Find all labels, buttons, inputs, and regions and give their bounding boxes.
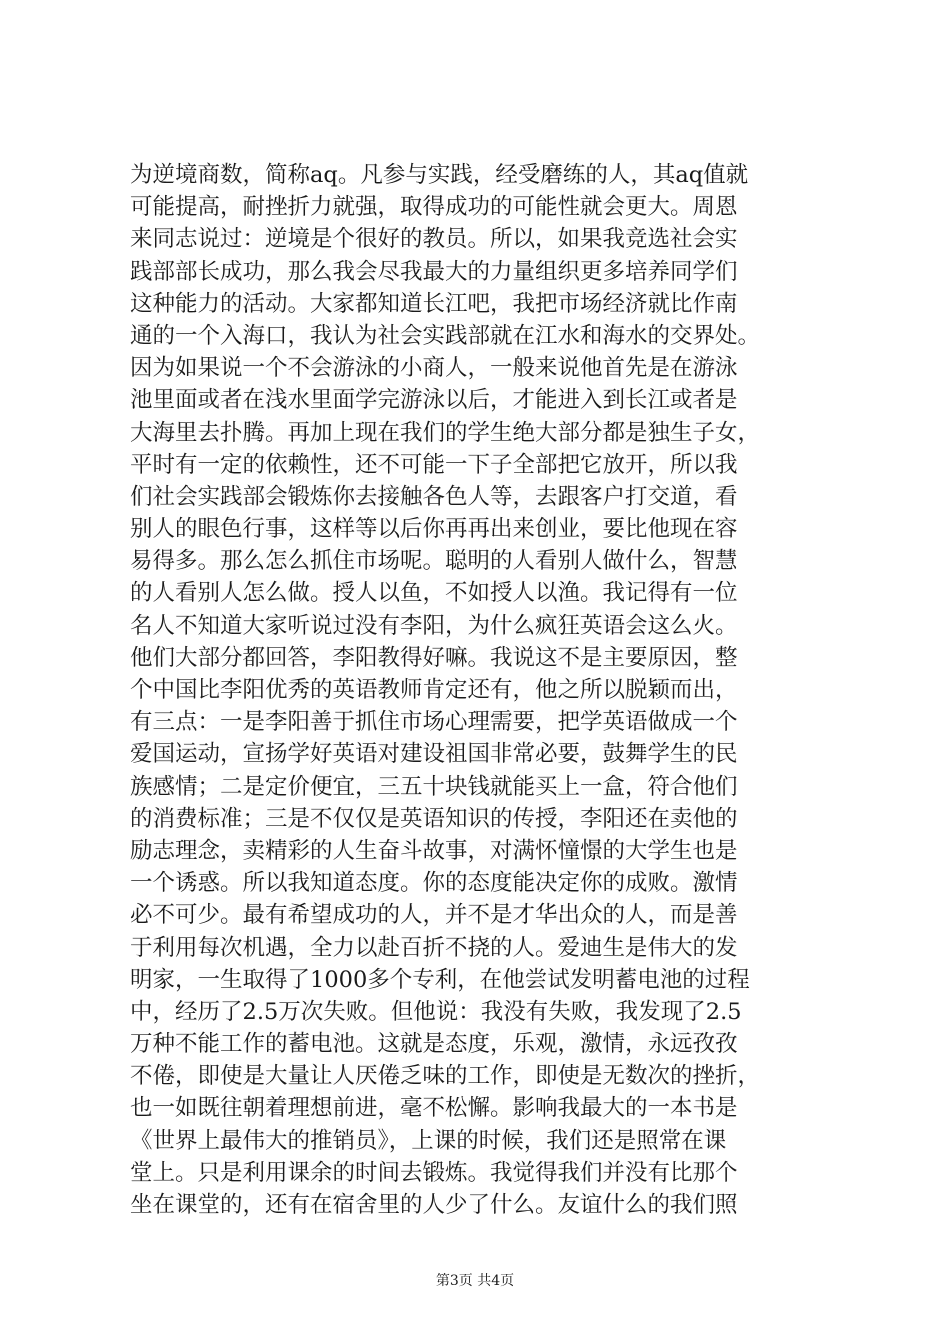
text-line: 大海里去扑腾。再加上现在我们的学生绝大部分都是独生子女， [130, 419, 761, 446]
text-line: 不倦，即使是大量让人厌倦乏味的工作，即使是无数次的挫折， [130, 1063, 761, 1090]
text-line: 践部部长成功，那么我会尽我最大的力量组织更多培养同学们 [130, 258, 738, 285]
text-line: 坐在课堂的，还有在宿舍里的人少了什么。友谊什么的我们照 [130, 1192, 738, 1218]
text-line: 易得多。那么怎么抓住市场呢。聪明的人看别人做什么，智慧 [130, 548, 738, 575]
text-line: 于利用每次机遇，全力以赴百折不挠的人。爱迪生是伟大的发 [130, 934, 738, 961]
text-line: 也一如既往朝着理想前进，毫不松懈。影响我最大的一本书是 [130, 1095, 738, 1122]
text-line: 池里面或者在浅水里面学完游泳以后，才能进入到长江或者是 [130, 387, 738, 414]
text-line: 的消费标准；三是不仅仅是英语知识的传授，李阳还在卖他的 [130, 805, 738, 832]
text-line: 励志理念，卖精彩的人生奋斗故事，对满怀憧憬的大学生也是 [130, 837, 738, 864]
text-line: 他们大部分都回答，李阳教得好嘛。我说这不是主要原因，整 [130, 644, 738, 671]
text-line: 平时有一定的依赖性，还不可能一下子全部把它放开，所以我 [130, 451, 738, 478]
text-line: 中，经历了2.5万次失败。但他说：我没有失败，我发现了2.5 [130, 998, 742, 1025]
text-line: 明家，一生取得了1000多个专利，在他尝试发明蓄电池的过程 [130, 966, 750, 993]
text-line: 一个诱惑。所以我知道态度。你的态度能决定你的成败。激情 [130, 870, 738, 897]
text-line: 的人看别人怎么做。授人以鱼，不如授人以渔。我记得有一位 [130, 580, 738, 607]
text-line: 个中国比李阳优秀的英语教师肯定还有，他之所以脱颖而出， [130, 677, 738, 703]
text-line: 必不可少。最有希望成功的人，并不是才华出众的人，而是善 [130, 902, 738, 929]
text-line: 万种不能工作的蓄电池。这就是态度，乐观，激情，永远孜孜 [130, 1031, 738, 1058]
text-line: 名人不知道大家听说过没有李阳，为什么疯狂英语会这么火。 [130, 612, 738, 639]
text-line: 堂上。只是利用课余的时间去锻炼。我觉得我们并没有比那个 [130, 1159, 738, 1186]
text-line: 可能提高，耐挫折力就强，取得成功的可能性就会更大。周恩 [130, 194, 738, 221]
text-line: 为逆境商数，简称aq。凡参与实践，经受磨练的人，其aq值就 [130, 162, 749, 188]
text-line: 因为如果说一个不会游泳的小商人，一般来说他首先是在游泳 [130, 355, 738, 382]
text-line: 别人的眼色行事，这样等以后你再再出来创业，要比他现在容 [130, 516, 738, 543]
page-footer [0, 1271, 950, 1291]
text-line: 来同志说过：逆境是个很好的教员。所以，如果我竞选社会实 [130, 226, 738, 253]
page-number: 第3页 共4页 [435, 1273, 515, 1289]
text-line: 通的一个入海口，我认为社会实践部就在江水和海水的交界处。 [130, 322, 761, 349]
text-line: 《世界上最伟大的推销员》，上课的时候，我们还是照常在课 [130, 1127, 727, 1154]
text-line: 族感情；二是定价便宜，三五十块钱就能买上一盒，符合他们 [130, 773, 738, 800]
body-text [130, 159, 845, 1221]
text-line: 这种能力的活动。大家都知道长江吧，我把市场经济就比作南 [130, 290, 738, 317]
text-line: 爱国运动，宣扬学好英语对建设祖国非常必要，鼓舞学生的民 [130, 741, 738, 768]
text-line: 有三点：一是李阳善于抓住市场心理需要，把学英语做成一个 [130, 709, 738, 736]
text-line: 们社会实践部会锻炼你去接触各色人等，去跟客户打交道，看 [130, 483, 738, 510]
